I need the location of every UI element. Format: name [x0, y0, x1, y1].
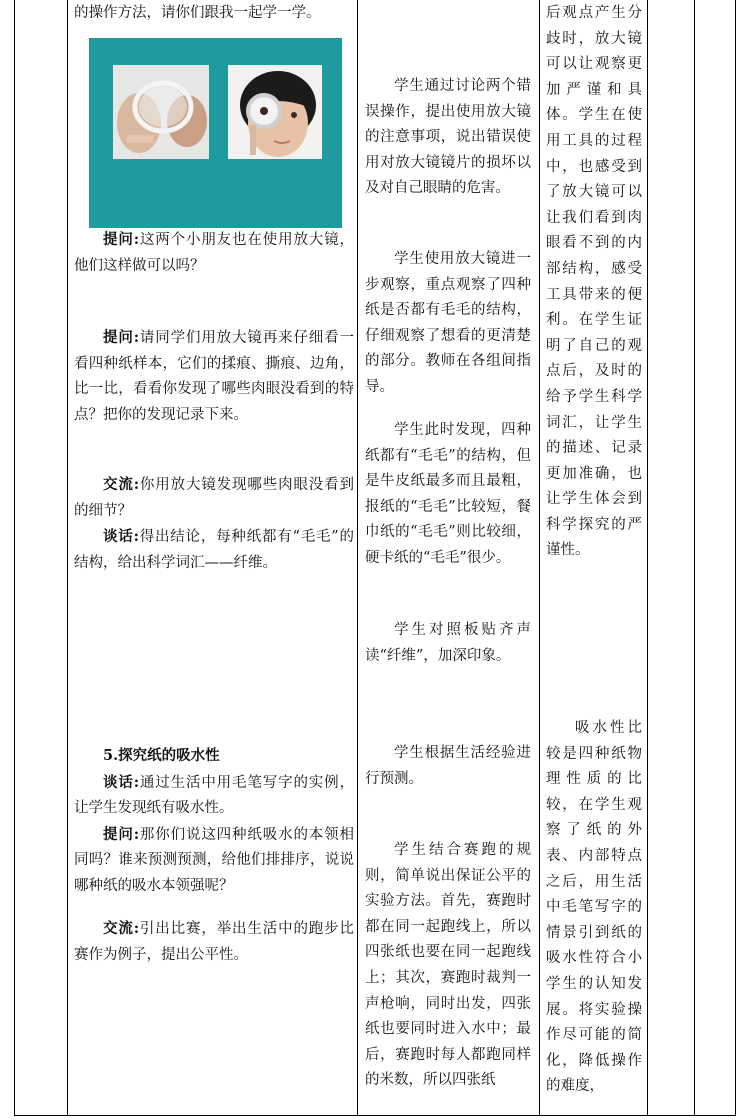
section-title: 5.探究纸的吸水性 [103, 747, 220, 764]
student-activity-5: 学生根据生活经验进行预测。 [365, 745, 531, 787]
design-intent-2: 吸水性比较是四种纸物理性质的比较，在学生观察了纸的外表、内部特点之后，用生活中毛笔写字的情景引到纸的吸水性符合小学生的认知发展。将实验操作尽可能的简化，降低操作的难度， [546, 720, 642, 1095]
student-activity-4: 学生对照板贴齐声读“纤维”，加深印象。 [365, 622, 531, 664]
column-divider [647, 0, 648, 1116]
teacher-question-1: 提问:这两个小朋友也在使用放大镜，他们这样做可以吗？ [74, 231, 354, 274]
student-activity-6: 学生结合赛跑的规则，简单说出保证公平的实验方法。首先，赛跑时都在同一起跑线上，所以四张纸也要在同一起跑线上；其次，赛跑时裁判一声枪响，同时出发，四张纸也要同时进入水中；最后，赛跑时每人都跑同样的米数，所以四张纸 [365, 842, 531, 1089]
table-border-right [735, 0, 736, 1116]
design-intent-1: 后观点产生分歧时，放大镜可以让观察更加严谨和具体。学生在使用工具的过程中，也感受到了放大镜可以让我们看到肉眼看不到的内部结构，感受工具带来的便利。在学生证明了自己的观点后，及时的给予学生科学词汇，让学生的描述、记录更加准确，也让学生体会到科学探究的严谨性。 [546, 5, 642, 559]
column-divider [539, 0, 540, 1116]
teacher-exchange-2: 交流:引出比赛，举出生活中的跑步比赛作为例子，提出公平性。 [74, 920, 354, 963]
column-divider [694, 0, 695, 1116]
student-activity-3: 学生此时发现，四种纸都有“毛毛”的结构，但是牛皮纸最多而且最粗，报纸的“毛毛”比较短，餐巾纸的“毛毛”则比较细，硬卡纸的“毛毛”很少。 [365, 422, 531, 566]
student-activity-1: 学生通过讨论两个错误操作，提出使用放大镜的注意事项，说出错误使用对放大镜镜片的损坏以及对自己眼睛的危害。 [365, 78, 531, 197]
teacher-exchange-1: 交流:你用放大镜发现哪些肉眼没看到的细节？ 谈话:得出结论，每种纸都有“毛毛”的结构，给出科学词汇——纤维。 [74, 476, 354, 571]
column-divider [357, 0, 358, 1116]
photo-hand-magnifier [113, 65, 209, 159]
demo-photo-panel [89, 38, 342, 228]
column-divider [67, 0, 68, 1116]
teacher-section-5: 5.探究纸的吸水性 谈话:通过生活中用毛笔写字的实例，让学生发现纸有吸水性。 提问:那你们说这四种纸吸水的本领相同吗？谁来预测预测，给他们排排序，说说哪种纸的吸水本领强呢？ [74, 747, 354, 894]
teacher-intro-line: 的操作方法，请你们跟我一起学一学。 [74, 5, 321, 21]
table-border-left [14, 0, 15, 1116]
photo-child-magnifier [228, 65, 322, 159]
student-activity-2: 学生使用放大镜进一步观察，重点观察了四种纸是否都有毛毛的结构，仔细观察了想看的更清楚的部分。教师在各组间指导。 [365, 251, 531, 395]
table-border-bottom [14, 1115, 736, 1116]
teacher-question-2: 提问:请同学们用放大镜再来仔细看一看四种纸样本，它们的揉痕、撕痕、边角，比一比，看看你发现了哪些肉眼没看到的特点？把你的发现记录下来。 [74, 329, 354, 423]
